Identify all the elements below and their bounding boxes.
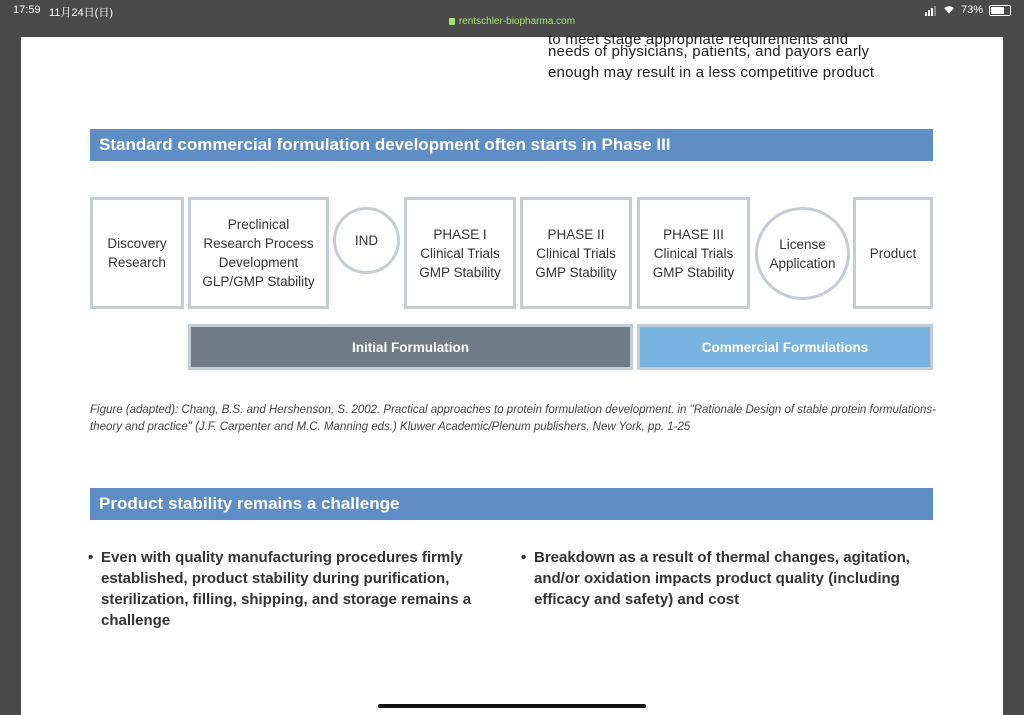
address-bar[interactable] xyxy=(0,16,1024,27)
bullet-text: Breakdown as a result of thermal changes, agitation, and/or oxidation impacts product quality (including efficacy and safety) and cost xyxy=(534,549,910,608)
document-page xyxy=(21,31,1003,715)
intro-clipped-line: to meet stage appropriate requirements and xyxy=(548,31,849,48)
battery-percent: 73% xyxy=(960,4,983,16)
bullet-item xyxy=(521,547,941,610)
section-heading-stability: Product stability remains a challenge xyxy=(90,488,933,520)
stage-box xyxy=(404,197,516,309)
stage-box xyxy=(637,197,750,309)
stage-label: Product xyxy=(869,245,917,261)
stage-box xyxy=(853,197,933,309)
stage-circle xyxy=(333,207,400,274)
stage-box xyxy=(188,197,329,309)
commercial-formulations-bar xyxy=(637,324,933,370)
bullet-icon: • xyxy=(88,549,94,566)
bullet-item xyxy=(88,547,508,631)
stage-circle xyxy=(755,207,850,300)
stage-box xyxy=(520,197,632,309)
url-text: rentschler-biopharma.com xyxy=(458,16,576,27)
section-heading-formulation: Standard commercial formulation development often starts in Phase III xyxy=(90,129,933,161)
wifi-icon xyxy=(943,6,955,14)
stage-label: License Application xyxy=(769,236,836,271)
stage-label: PHASE III Clinical Trials GMP Stability xyxy=(652,226,735,280)
battery-fill xyxy=(991,7,1004,14)
home-indicator[interactable] xyxy=(378,704,646,708)
intro-line: enough may result in a less competitive product xyxy=(548,64,875,81)
stage-label: PHASE II Clinical Trials GMP Stability xyxy=(535,226,617,280)
initial-formulation-bar xyxy=(188,324,633,370)
initial-formulation-label: Initial Formulation xyxy=(191,327,630,367)
status-bar xyxy=(0,0,1024,37)
stage-label: IND xyxy=(354,233,379,248)
system-indicators xyxy=(925,4,1011,16)
battery-icon xyxy=(989,5,1011,16)
intro-line: needs of physicians, patients, and payors early xyxy=(548,43,870,60)
status-date: 11月24日(日) xyxy=(49,7,113,19)
status-time: 17:59 xyxy=(13,4,41,16)
intro-text xyxy=(548,31,968,83)
signal-icon xyxy=(925,4,937,16)
commercial-formulations-label: Commercial Formulations xyxy=(640,327,930,367)
bullet-text: Even with quality manufacturing procedures firmly established, product stability during purification, sterilization, filling, shipping, and storage remains a challenge xyxy=(101,549,472,629)
stage-label: PHASE I Clinical Trials GMP Stability xyxy=(419,226,501,280)
figure-caption: Figure (adapted): Chang, B.S. and Hershenson, S. 2002. Practical approaches to protein formulation development. in "Rationale Design of stable protein formulations-theory and practice" (J.F. Carpenter and M.C. Manning eds.) Kluwer Academic/Plenum publishers, New York, pp. 1-25 xyxy=(90,404,936,433)
stage-box xyxy=(90,197,184,309)
lock-icon xyxy=(449,18,455,25)
bullet-icon: • xyxy=(521,549,527,566)
stage-label: Discovery Research xyxy=(107,236,167,270)
stage-label: Preclinical Research Process Development GLP/GMP Stability xyxy=(202,217,315,289)
